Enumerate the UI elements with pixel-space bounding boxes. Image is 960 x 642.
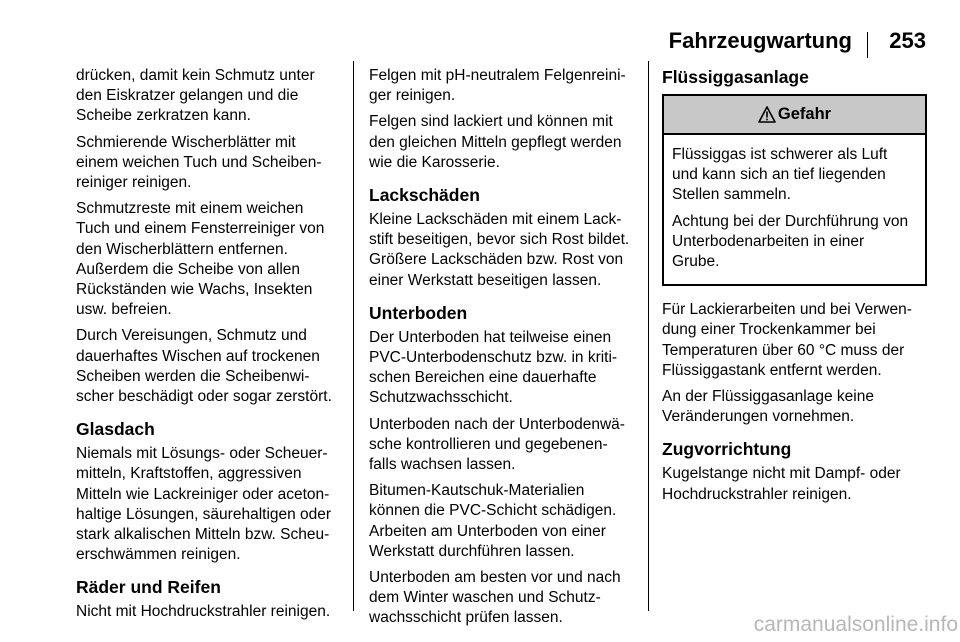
text-line: erschwämmen reinigen. xyxy=(76,546,241,564)
text-line: usw. befreien. xyxy=(76,301,172,319)
text-line: Durch Vereisungen, Schmutz und xyxy=(76,327,307,345)
text-line: wachsschicht prüfen lassen. xyxy=(369,609,563,627)
text-line: und kann sich an tief liegenden xyxy=(672,166,886,184)
text-line: einem weichen Tuch und Scheiben- xyxy=(76,153,322,171)
text-line: stift beseitigen, bevor sich Rost bildet. xyxy=(369,231,630,249)
text-line: Kleine Lackschäden mit einem Lack- xyxy=(369,211,622,229)
watermark: carmanualsonline.info xyxy=(753,613,958,636)
text-line: Hochdruckstrahler reinigen. xyxy=(662,485,852,503)
text-line: Achtung bei der Durchführung von xyxy=(672,212,909,230)
text-line: Flüssiggas ist schwerer als Luft xyxy=(672,146,888,163)
danger-notice-body xyxy=(664,135,925,284)
text-line: PVC-Unterbodenschutz bzw. in kriti- xyxy=(369,349,618,367)
text-line: Rückständen wie Wachs, Insekten xyxy=(76,281,313,299)
text-line: Felgen mit pH-neutralem Felgenreini- xyxy=(369,67,626,84)
text-line: Scheiben werden die Scheibenwi- xyxy=(76,367,310,385)
text-line: Veränderungen vornehmen. xyxy=(662,408,855,426)
section-heading-fluessiggasanlage: Flüssiggasanlage xyxy=(662,67,809,87)
page-number: 253 xyxy=(889,28,926,53)
paragraph xyxy=(662,464,927,504)
text-line: Mitteln wie Lackreiniger oder aceton- xyxy=(76,485,330,503)
text-line: haltige Lösungen, säurehaltigen oder xyxy=(76,505,332,523)
paragraph xyxy=(76,133,346,194)
paragraph xyxy=(369,66,639,106)
paragraph xyxy=(76,66,346,127)
text-line: sche kontrollieren und gegebenen- xyxy=(369,435,608,453)
paragraph xyxy=(76,199,346,320)
paragraph xyxy=(76,444,346,565)
text-line: Bitumen-Kautschuk-Materialien xyxy=(369,482,585,500)
running-header-title: Fahrzeugwartung xyxy=(668,28,852,53)
section-heading-unterboden: Unterboden xyxy=(369,302,468,323)
text-line: Scheibe zerkratzen kann. xyxy=(76,107,251,125)
paragraph xyxy=(369,210,639,291)
column-divider-2 xyxy=(648,61,649,611)
text-line: einer Werkstatt beseitigen lassen. xyxy=(369,271,602,289)
paragraph xyxy=(369,112,639,173)
text-line: Stellen sammeln. xyxy=(672,186,791,204)
text-line: den gleichen Mitteln gepflegt werden xyxy=(369,133,622,151)
paragraph xyxy=(76,602,346,622)
text-line: Schmierende Wischerblätter mit xyxy=(76,133,296,151)
text-line: ger reinigen. xyxy=(369,87,456,105)
text-line: Unterbodenarbeiten in einer xyxy=(672,232,865,250)
paragraph xyxy=(369,415,639,476)
column-divider-1 xyxy=(353,61,354,611)
text-line: Tuch und einem Fensterreiniger von xyxy=(76,220,325,238)
text-line: dauerhaftes Wischen auf trockenen xyxy=(76,347,320,365)
column-1 xyxy=(76,66,346,629)
section-heading-glasdach: Glasdach xyxy=(76,419,155,440)
text-line: Felgen sind lackiert und können mit xyxy=(369,113,613,131)
text-line: Unterboden am besten vor und nach xyxy=(369,569,621,587)
paragraph xyxy=(76,326,346,407)
text-line: den Eiskratzer gelangen und die xyxy=(76,87,299,105)
text-line: Kugelstange nicht mit Dampf- oder xyxy=(662,465,901,483)
text-line: Arbeiten am Unterboden von einer xyxy=(369,522,606,540)
section-heading-raeder-und-reifen: Räder und Reifen xyxy=(76,577,221,598)
text-line: stark alkalischen Mitteln bzw. Scheu- xyxy=(76,526,330,544)
paragraph xyxy=(662,300,927,381)
text-line: reiniger reinigen. xyxy=(76,174,192,192)
text-line: falls wachsen lassen. xyxy=(369,456,516,474)
text-line: den Wischerblättern entfernen. xyxy=(76,240,288,258)
text-line: Schutzwachsschicht. xyxy=(369,389,513,407)
column-2 xyxy=(369,66,639,635)
text-line: Außerdem die Scheibe von allen xyxy=(76,260,301,278)
header-divider xyxy=(867,32,868,58)
section-heading-lackschaeden: Lackschäden xyxy=(369,185,480,206)
text-line: Für Lackierarbeiten und bei Verwen- xyxy=(662,301,912,319)
text-line: drücken, damit kein Schmutz unter xyxy=(76,67,315,84)
section-heading-zugvorrichtung: Zugvorrichtung xyxy=(662,439,792,460)
text-line: Niemals mit Lösungs- oder Scheuer- xyxy=(76,445,328,463)
text-line: dung einer Trockenkammer bei xyxy=(662,321,876,339)
warning-triangle-icon xyxy=(758,106,776,123)
paragraph xyxy=(369,481,639,562)
text-line: mitteln, Kraftstoffen, aggressiven xyxy=(76,465,302,483)
text-line: Der Unterboden hat teilweise einen xyxy=(369,328,612,346)
text-line: dem Winter waschen und Schutz- xyxy=(369,589,601,607)
text-line: Grube. xyxy=(672,253,720,271)
paragraph xyxy=(672,145,917,206)
paragraph xyxy=(672,212,917,273)
text-line: Größere Lackschäden bzw. Rost von xyxy=(369,251,624,269)
danger-notice-title: Gefahr xyxy=(777,105,832,124)
text-line: Unterboden nach der Unterbodenwä- xyxy=(369,415,625,433)
text-line: Nicht mit Hochdruckstrahler reinigen. xyxy=(76,603,331,621)
text-line: An der Flüssiggasanlage keine xyxy=(662,388,874,406)
paragraph xyxy=(662,387,927,427)
text-line: Flüssiggastank entfernt werden. xyxy=(662,361,882,379)
danger-notice-header xyxy=(664,96,925,135)
paragraph xyxy=(369,328,639,409)
danger-notice-box xyxy=(662,94,927,286)
text-line: können die PVC-Schicht schädigen. xyxy=(369,502,617,520)
text-line: schen Bereichen eine dauerhafte xyxy=(369,369,597,387)
text-line: scher beschädigt oder sogar zerstört. xyxy=(76,388,332,406)
paragraph xyxy=(369,568,639,629)
text-line: Schmutzreste mit einem weichen xyxy=(76,200,304,218)
column-3 xyxy=(662,66,927,511)
text-line: wie die Karosserie. xyxy=(369,153,500,171)
text-line: Temperaturen über 60 °C muss der xyxy=(662,341,905,359)
text-line: Werkstatt durchführen lassen. xyxy=(369,542,575,560)
